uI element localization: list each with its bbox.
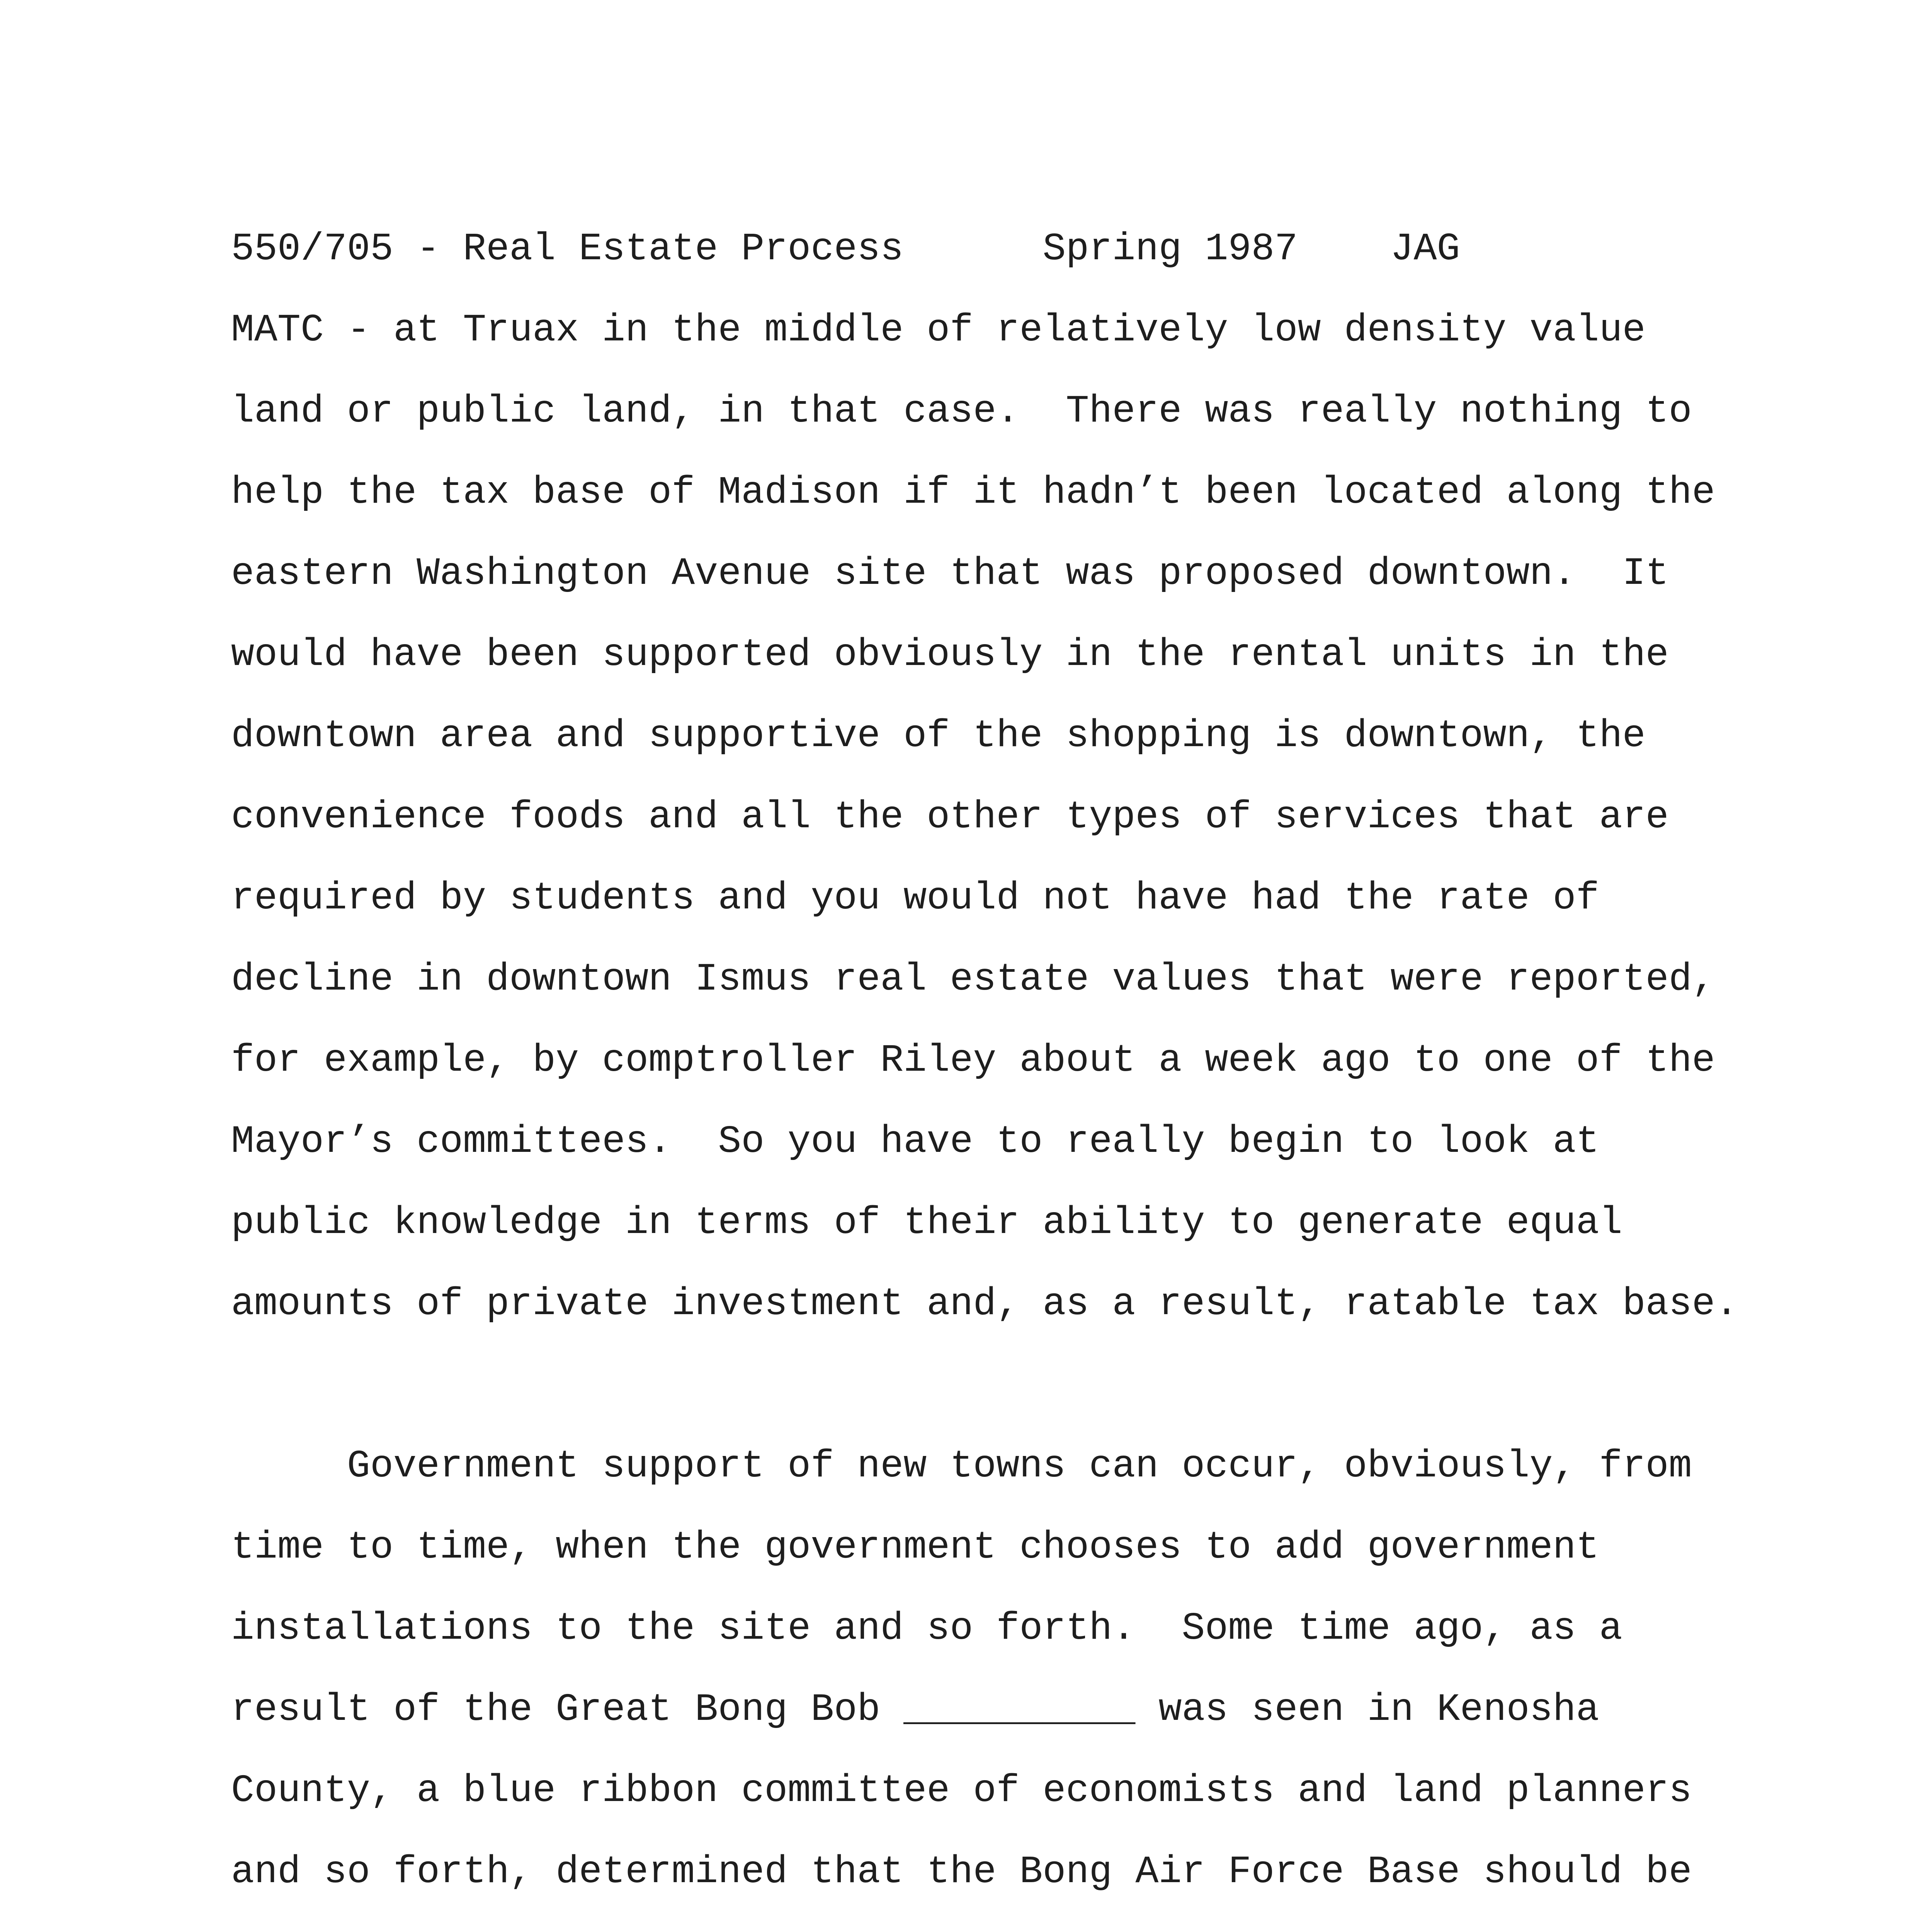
text-line: Mayor’s committees. So you have to really begin to look at <box>231 1120 1599 1164</box>
text-line: County, a blue ribbon committee of economists and land planners <box>231 1769 1692 1813</box>
text-line: land or public land, in that case. There was really nothing to <box>231 390 1692 434</box>
text-line: would have been supported obviously in the rental units in the <box>231 633 1669 677</box>
text-line: time to time, when the government chooses to add government <box>231 1526 1599 1570</box>
text-line: downtown area and supportive of the shopping is downtown, the <box>231 714 1646 758</box>
text-line: result of the Great Bong Bob __________ was seen in Kenosha <box>231 1688 1599 1732</box>
text-line: amounts of private investment and, as a result, ratable tax base. <box>231 1282 1738 1326</box>
text-line: convenience foods and all the other types of services that are <box>231 796 1669 839</box>
text-line: public knowledge in terms of their ability to generate equal <box>231 1201 1622 1245</box>
text-line: decline in downtown Ismus real estate values that were reported, <box>231 958 1715 1002</box>
text-line: installations to the site and so forth. Some time ago, as a <box>231 1607 1622 1651</box>
text-line: and so forth, determined that the Bong Air Force Base should be <box>231 1850 1692 1894</box>
course-header: 550/705 - Real Estate Process Spring 1987 JAG <box>231 228 1460 271</box>
text-line: for example, by comptroller Riley about a week ago to one of the <box>231 1039 1715 1083</box>
text-line <box>231 1930 1669 1932</box>
text-line: MATC - at Truax in the middle of relatively low density value <box>231 309 1646 352</box>
text-line: required by students and you would not have had the rate of <box>231 877 1599 920</box>
text-line: eastern Washington Avenue site that was proposed downtown. It <box>231 552 1669 596</box>
text-line: help the tax base of Madison if it hadn’t been located along the <box>231 471 1715 515</box>
text-line: Government support of new towns can occur, obviously, from <box>347 1445 1692 1488</box>
